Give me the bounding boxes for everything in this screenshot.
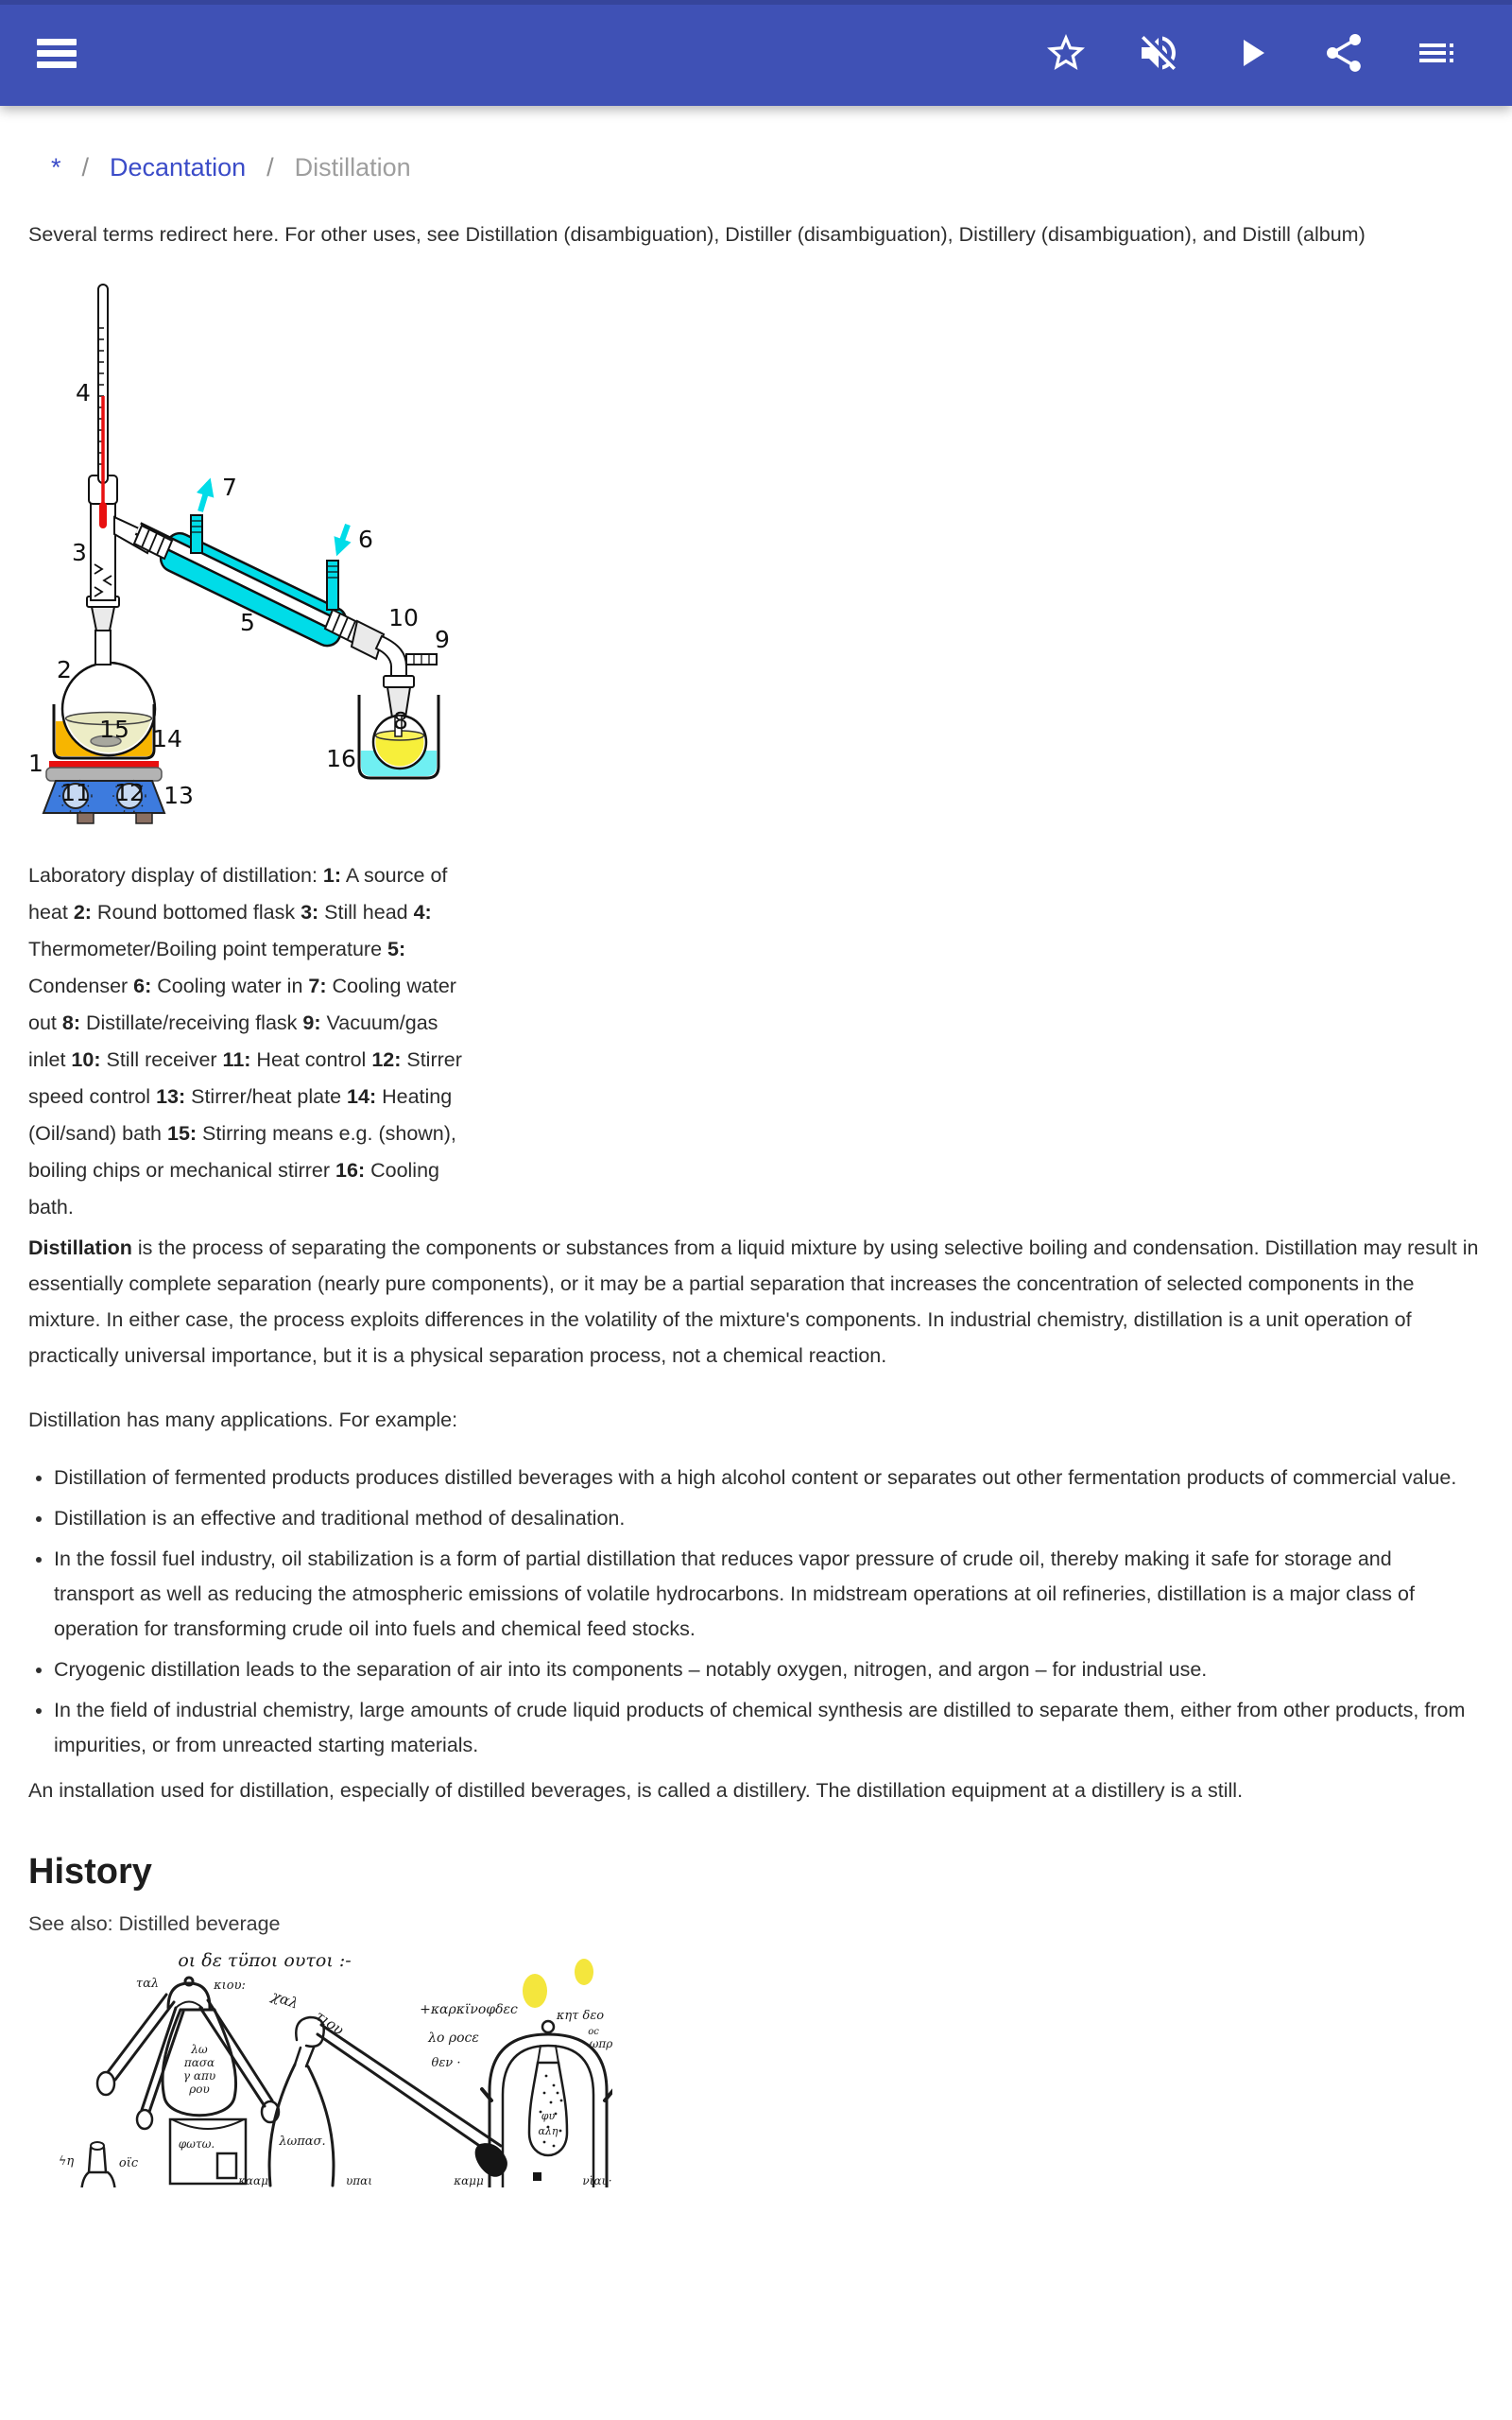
diagram-number-label: 1: [28, 750, 43, 777]
applications-list: [0, 1461, 1474, 1763]
diagram-number-label: 10: [388, 604, 419, 631]
menu-icon: [37, 39, 77, 68]
drawing-annotation: λωπασ.: [279, 2135, 326, 2149]
diagram-number-label: 12: [114, 779, 145, 806]
see-also-note: See also: Distilled beverage: [28, 1912, 281, 1935]
history-drawing-figure: [26, 1951, 1512, 2192]
drawing-annotation: λω: [191, 2043, 208, 2056]
drawing-annotation: ωπρ: [589, 2037, 612, 2050]
drawing-annotation: +καρκϊνοφδεc: [420, 2002, 518, 2017]
list-item: • Distillation of fermented products produces distilled beverages with a high alcohol content or separates out other fermentation products of commercial value.: [54, 1461, 1474, 1495]
drawing-annotation: θεν ·: [431, 2056, 461, 2070]
share-button[interactable]: [1319, 28, 1368, 78]
drawing-annotation: υπαι: [346, 2174, 372, 2187]
drawing-annotation: αλη: [538, 2125, 558, 2137]
breadcrumb-parent-link[interactable]: Decantation: [110, 153, 247, 182]
drawing-annotation: καμμ: [454, 2174, 484, 2187]
diagram-number-label: 2: [57, 656, 72, 683]
drawing-annotation: oc: [588, 2027, 599, 2037]
favorite-button[interactable]: [1041, 28, 1091, 78]
diagram-number-label: 8: [393, 707, 408, 735]
list-item: • Distillation is an effective and traditional method of desalination.: [54, 1501, 1474, 1536]
drawing-annotation: κααμ: [238, 2174, 268, 2187]
diagram-number-label: 4: [76, 379, 91, 406]
play-icon: [1228, 30, 1274, 76]
toc-icon: [1414, 30, 1459, 76]
breadcrumb-separator: /: [81, 153, 90, 182]
volume-off-icon: [1136, 30, 1181, 76]
historic-distillation-drawing[interactable]: [26, 1951, 612, 2187]
drawing-annotation: τιου: [312, 2007, 348, 2039]
play-button[interactable]: [1227, 28, 1276, 78]
menu-button[interactable]: [32, 28, 81, 78]
share-icon: [1321, 30, 1366, 76]
drawing-annotation: κητ δεο: [556, 2009, 605, 2023]
list-item: • Cryogenic distillation leads to the separation of air into its components – notably oxygen, nitrogen, and argon – for industrial use.: [54, 1652, 1474, 1687]
lead-term: Distillation: [28, 1236, 132, 1259]
drawing-annotation: ρου: [189, 2083, 210, 2096]
contents-button[interactable]: [1412, 28, 1461, 78]
distillery-paragraph: An installation used for distillation, especially of distilled beverages, is called a distillery. The distillation equipment at a distillery is a still.: [28, 1779, 1244, 1802]
applications-intro: Distillation has many applications. For example:: [28, 1409, 458, 1431]
diagram-number-label: 13: [163, 782, 194, 809]
drawing-annotation: οι δε τϋποι ουτοι :-: [178, 1951, 352, 1971]
diagram-number-label: 11: [60, 779, 91, 806]
diagram-number-label: 9: [435, 626, 450, 653]
diagram-number-label: 5: [240, 609, 255, 636]
drawing-annotation: φωτω.: [178, 2137, 215, 2151]
history-heading: History: [28, 1852, 152, 1892]
drawing-annotation: χαλ: [269, 1986, 301, 2013]
drawing-annotation: ϟη: [58, 2154, 75, 2169]
lead-text: is the process of separating the components or substances from a liquid mixture by using selective boiling and condensation. Distillation may result in essentially complete separation (nearly pure components), or it may be a partial separation that increases the concentration of selected components in the mixture. In either case, the process exploits differences in the volatility of the mixture's components. In industrial chemistry, distillation is a unit operation of practically universal importance, but it is a physical separation process, not a chemical reaction.: [28, 1236, 1479, 1367]
drawing-annotation: οϊc: [118, 2156, 139, 2170]
drawing-annotation: γ απυ: [182, 2069, 216, 2083]
breadcrumb: [0, 106, 1512, 182]
star-outline-icon: [1043, 30, 1089, 76]
drawing-annotation: φυ: [541, 2110, 556, 2122]
breadcrumb-separator: /: [266, 153, 274, 182]
list-item: • In the fossil fuel industry, oil stabilization is a form of partial distillation that reduces vapor pressure of crude oil, thereby making it safe for storage and transport as well as reducing the atmospheric emissions of volatile hydrocarbons. In midstream operations at oil refineries, distillation is a major class of operation for transforming crude oil into fuels and chemical feed stocks.: [54, 1542, 1474, 1647]
drawing-annotation: κιου:: [214, 1979, 246, 1993]
breadcrumb-root-link[interactable]: *: [51, 153, 61, 182]
lead-paragraph: [28, 1230, 1480, 1374]
distillation-diagram-image[interactable]: [0, 277, 491, 844]
diagram-number-label: 6: [358, 526, 373, 553]
diagram-number-label: 14: [152, 725, 182, 752]
app-bar-actions: [1041, 28, 1512, 78]
article-content: [0, 106, 1512, 2192]
drawing-annotation: λο ροcε: [428, 2031, 479, 2046]
distillation-diagram-figure: [0, 277, 1512, 1226]
figure-caption: Laboratory display of distillation: 1: A source of heat 2: Round bottomed flask 3: Still head 4: Thermometer/Boiling point temperature 5: Condenser 6: Cooling water in 7: Cooling water out 8: Distillate/receiving flask 9: Vacuum/gas inlet 10: Still receiver 11: Heat control 12: Stirrer speed control 13: Stirrer/heat plate 14: Heating (Oil/sand) bath 15: Stirring means e.g. (shown), boiling chips or mechanical stirrer 16: Cooling bath.: [28, 864, 462, 1219]
app-bar: [0, 0, 1512, 106]
diagram-number-label: 7: [222, 474, 237, 501]
drawing-annotation: πασα: [183, 2056, 215, 2069]
list-item: • In the field of industrial chemistry, large amounts of crude liquid products of chemical synthesis are distilled to separate them, either from other products, from impurities, or from unreacted starting materials.: [54, 1693, 1474, 1763]
drawing-annotation: ταλ: [135, 1977, 160, 1991]
mute-button[interactable]: [1134, 28, 1183, 78]
diagram-number-label: 3: [72, 539, 87, 566]
diagram-number-label: 16: [326, 745, 356, 772]
drawing-annotation: νϊαυ·: [582, 2174, 612, 2187]
breadcrumb-current: Distillation: [294, 153, 411, 182]
diagram-number-label: 15: [99, 716, 129, 743]
hatnote: Several terms redirect here. For other uses, see Distillation (disambiguation), Distiller (disambiguation), Distillery (disambiguation), and Distill (album): [28, 223, 1366, 246]
